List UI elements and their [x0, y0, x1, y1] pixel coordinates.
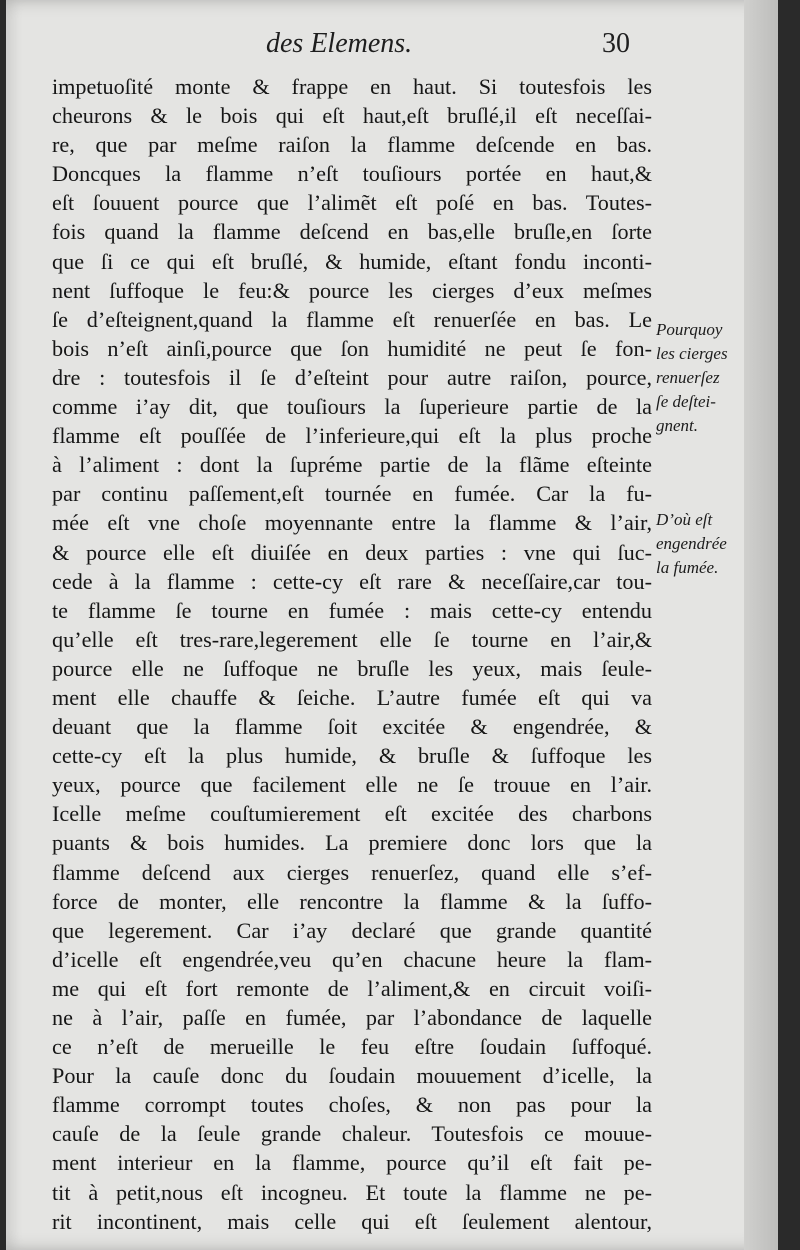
text-line: ment elle chauffe & ſeiche. L’autre fumée eſt qui va — [52, 684, 652, 710]
text-line: Pour la cauſe donc du ſoudain mouuement d’icelle, la — [52, 1063, 652, 1089]
margin-note-line: engendrée — [656, 534, 727, 553]
text-line: ne à l’air, paſſe en fumée, par l’abondance de laquelle — [52, 1005, 652, 1030]
margin-note-line: les cierges — [656, 344, 728, 363]
text-line: d’icelle eſt engendrée,veu qu’en chacune heure la flam- — [52, 946, 652, 972]
text-line: pource elle ne ſuffoque ne bruſle les yeux, mais ſeule- — [52, 655, 652, 681]
text-line: bois n’eſt ainſi,pource que ſon humidité ne peut ſe fon- — [52, 335, 652, 361]
margin-note-line: renuerſez — [656, 368, 720, 387]
margin-note-line: D’où eſt — [656, 510, 713, 529]
text-line: te flamme ſe tourne en fumée : mais cette-cy entendu — [52, 597, 652, 623]
text-line: ce n’eſt de merueille le feu eſtre ſoudain ſuffoqué. — [52, 1034, 652, 1060]
text-line: cede à la flamme : cette-cy eſt rare & neceſſaire,car tou- — [52, 568, 652, 594]
text-line: qu’elle eſt tres-rare,legerement elle ſe tourne en l’air,& — [52, 626, 652, 652]
text-line: Doncques la flamme n’eſt touſiours portée en haut,& — [52, 161, 652, 187]
margin-note-line: ſe deſtei- — [656, 392, 716, 411]
text-line: force de monter, elle rencontre la flamme & la ſuffo- — [52, 888, 652, 914]
margin-note-line: gnent. — [656, 416, 699, 435]
running-head: des Elemens. — [266, 28, 413, 59]
text-line: à l’aliment : dont la ſupréme partie de la flãme eſteinte — [52, 452, 652, 478]
text-line: Icelle meſme couſtumierement eſt excitée des charbons — [52, 801, 652, 827]
text-line: ſe d’eſteignent,quand la flamme eſt renuerſée en bas. Le — [52, 306, 652, 332]
text-line: dre : toutesfois il ſe d’eſteint pour autre raiſon, pource, — [52, 364, 652, 390]
text-line: flamme eſt pouſſée de l’inferieure,qui eſt la plus proche — [52, 423, 652, 449]
page-header — [46, 28, 646, 68]
text-line: flamme corrompt toutes choſes, & non pas pour la — [52, 1092, 652, 1118]
margin-note-fumee — [656, 508, 766, 580]
text-line: que legerement. Car i’ay declaré que grande quantité — [52, 917, 652, 943]
text-line: cheurons & le bois qui eſt haut,eſt bruſlé,il eſt neceſſai- — [52, 103, 652, 129]
text-line: que ſi ce qui eſt bruſlé, & humide, eſtant fondu inconti- — [52, 248, 652, 274]
text-line: par continu paſſement,eſt tournée en fumée. Car la fu- — [52, 481, 652, 507]
text-line: mée eſt vne choſe moyennante entre la flamme & l’air, — [52, 510, 652, 536]
text-line: yeux, pource que facilement elle ne ſe trouue en l’air. — [52, 772, 652, 798]
text-line: rit incontinent, mais celle qui eſt ſeulement alentour, — [52, 1208, 652, 1234]
text-line: cette-cy eſt la plus humide, & bruſle & ſuffoque les — [52, 743, 652, 769]
text-line: ment interieur en la flamme, pource qu’il eſt fait pe- — [52, 1150, 652, 1176]
text-line: eſt ſouuent pource que l’alimẽt eſt poſé en bas. Toutes- — [52, 190, 652, 216]
text-line: re, que par meſme raiſon la flamme deſcende en bas. — [52, 132, 652, 158]
text-line: impetuoſité monte & frappe en haut. Si toutesfois les — [52, 74, 652, 99]
text-line: tit à petit,nous eſt incogneu. Et toute la flamme ne pe- — [52, 1179, 652, 1205]
body-text — [52, 72, 652, 1236]
text-line: me qui eſt fort remonte de l’aliment,& en circuit voiſi- — [52, 975, 652, 1001]
text-line: & pource elle eſt diuiſée en deux parties : vne qui ſuc- — [52, 539, 652, 565]
margin-note-cierges — [656, 318, 766, 438]
page-edge — [744, 0, 778, 1250]
margin-note-line: Pourquoy — [656, 320, 723, 339]
margin-note-line: la fumée. — [656, 558, 719, 577]
text-line: fois quand la flamme deſcend en bas,elle bruſle,en ſorte — [52, 219, 652, 245]
text-line: deuant que la flamme ſoit excitée & engendrée, & — [52, 714, 652, 740]
text-line: comme i’ay dit, que touſiours la ſuperieure partie de la — [52, 394, 652, 420]
text-line: nent ſuffoque le feu:& pource les cierges d’eux meſmes — [52, 277, 652, 303]
text-line: puants & bois humides. La premiere donc lors que la — [52, 830, 652, 856]
text-line: cauſe de la ſeule grande chaleur. Toutesfois ce mouue- — [52, 1121, 652, 1147]
text-line: flamme deſcend aux cierges renuerſez, quand elle s’ef- — [52, 859, 652, 885]
book-page — [6, 0, 778, 1250]
page-number: 30 — [602, 28, 630, 59]
